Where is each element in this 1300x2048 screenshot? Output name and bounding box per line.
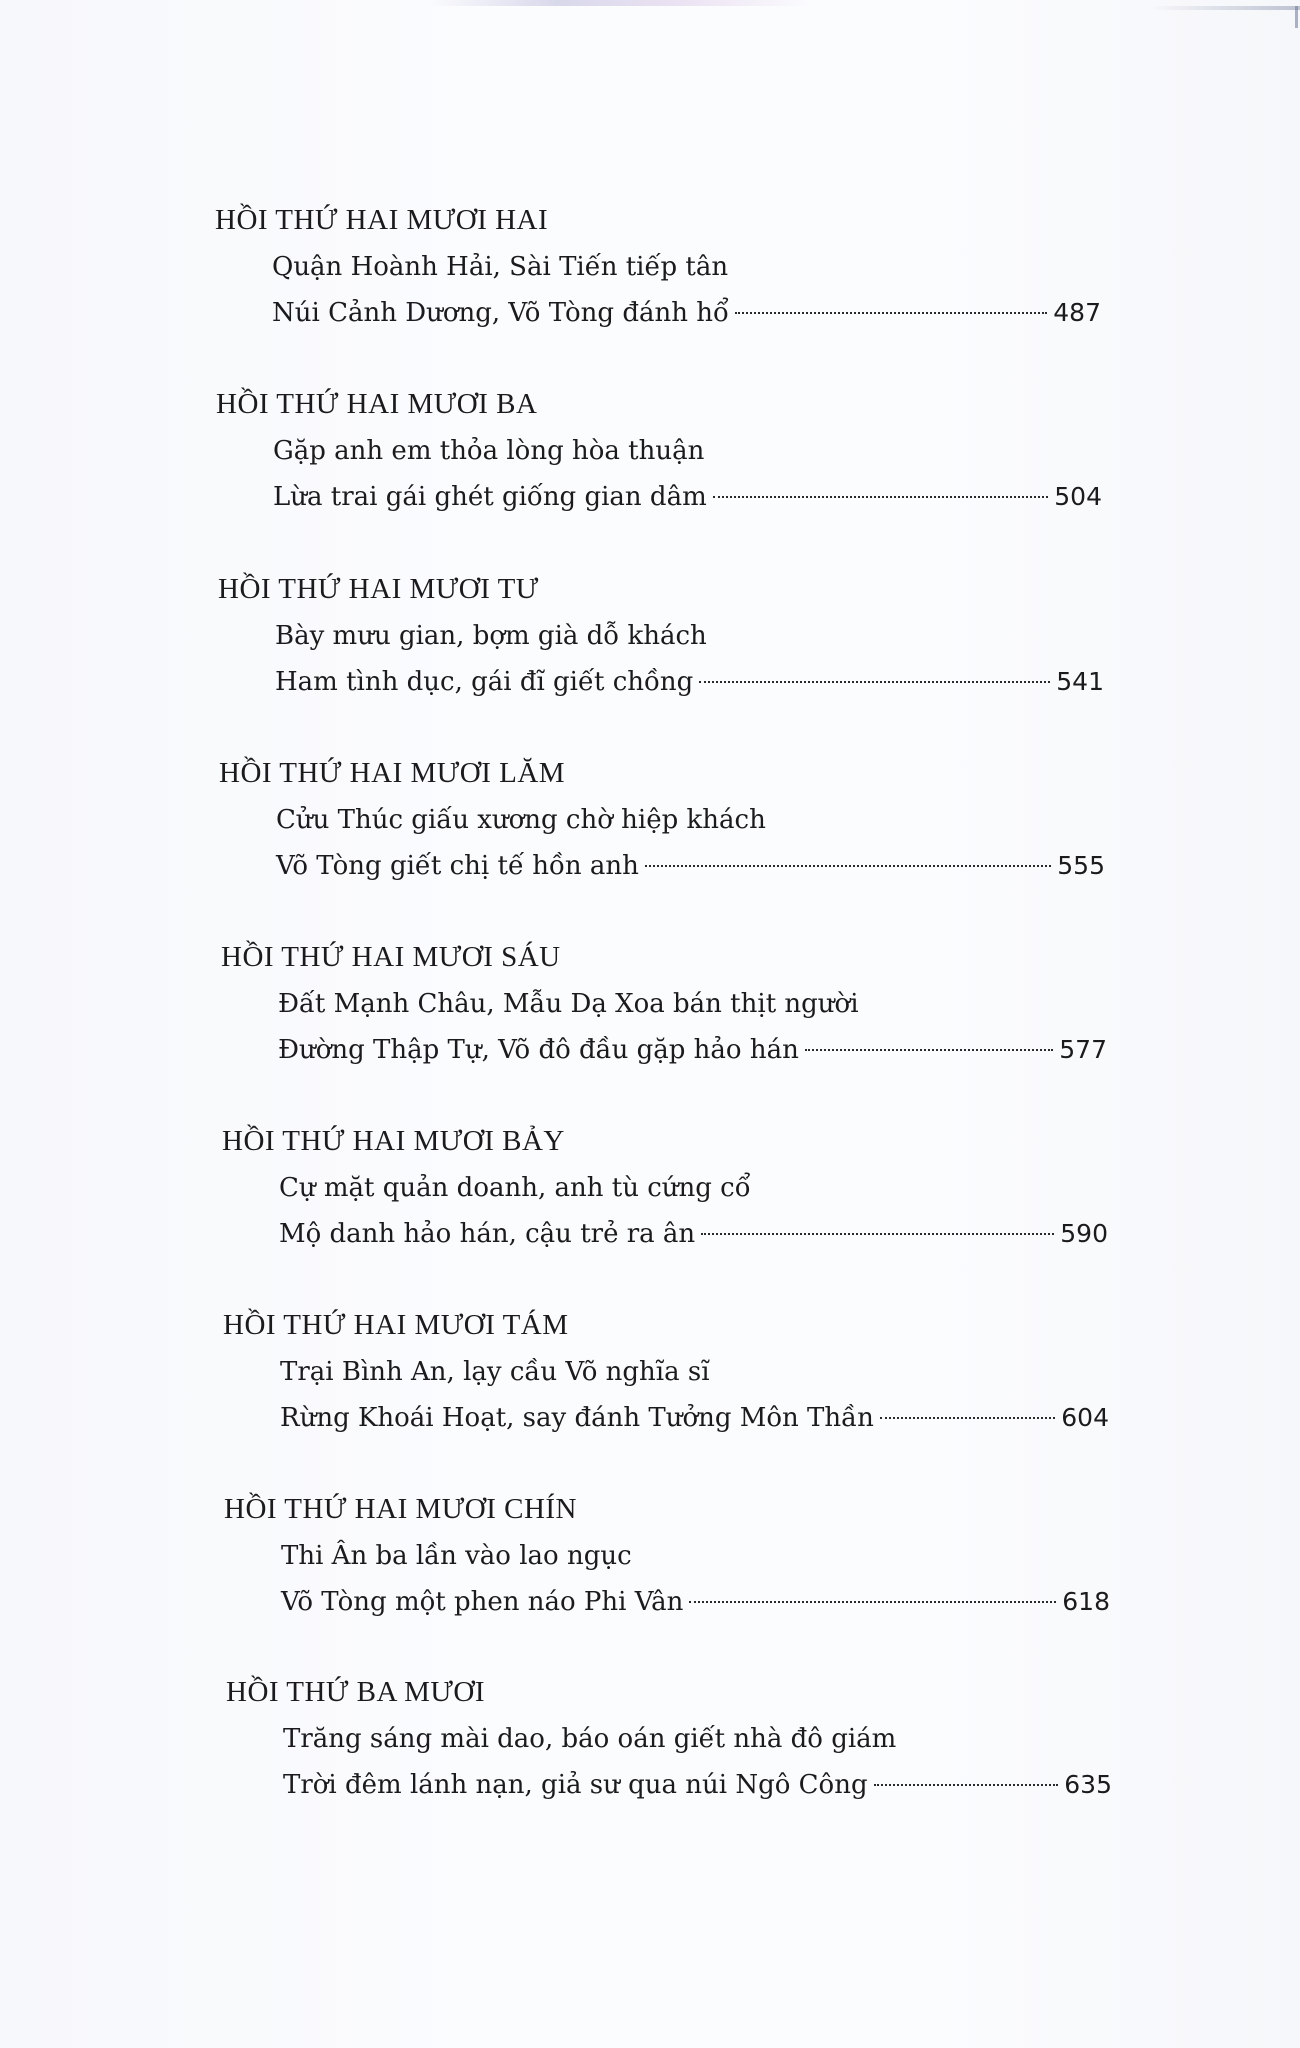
chapter-subtitle-line <box>272 244 1115 290</box>
dot-leader <box>713 496 1049 498</box>
toc-entry-line[interactable] <box>275 659 1118 705</box>
toc-chapter <box>215 200 1115 336</box>
toc-chapter <box>224 1489 1124 1625</box>
page-number: 555 <box>1057 851 1105 880</box>
chapter-subtitle-line <box>280 1349 1123 1395</box>
subtitle-text: Gặp anh em thỏa lòng hòa thuận <box>273 436 705 466</box>
chapter-heading: HỒI THỨ HAI MƯƠI BẢY <box>222 1125 565 1157</box>
dot-leader <box>689 1601 1056 1603</box>
page-number: 604 <box>1061 1403 1109 1432</box>
toc-chapter <box>219 753 1119 889</box>
subtitle-text: Võ Tòng một phen náo Phi Vân <box>281 1587 684 1617</box>
subtitle-text: Quận Hoành Hải, Sài Tiến tiếp tân <box>272 252 729 282</box>
chapter-heading: HỒI THỨ HAI MƯƠI CHÍN <box>224 1493 577 1525</box>
subtitle-text: Lừa trai gái ghét giống gian dâm <box>273 482 707 512</box>
page-number: 541 <box>1056 667 1104 696</box>
chapter-heading: HỒI THỨ HAI MƯƠI HAI <box>215 204 549 236</box>
toc-entry-line[interactable] <box>281 1579 1124 1625</box>
toc-entry-line[interactable] <box>276 843 1119 889</box>
toc-entry-line[interactable] <box>278 1027 1121 1073</box>
toc-chapter <box>216 384 1116 520</box>
toc-entry-line[interactable] <box>272 290 1115 336</box>
page-number: 487 <box>1053 298 1101 327</box>
subtitle-text: Ham tình dục, gái đĩ giết chồng <box>275 667 694 697</box>
toc-entry-line[interactable] <box>279 1211 1122 1257</box>
subtitle-text: Đường Thập Tự, Võ đô đầu gặp hảo hán <box>278 1035 799 1065</box>
chapter-subtitle-line <box>278 981 1121 1027</box>
chapter-heading: HỒI THỨ HAI MƯƠI SÁU <box>221 941 561 973</box>
chapter-heading: HỒI THỨ HAI MƯƠI TƯ <box>218 573 539 605</box>
subtitle-text: Bày mưu gian, bợm già dỗ khách <box>275 621 707 651</box>
dot-leader <box>735 312 1047 314</box>
chapter-heading: HỒI THỨ HAI MƯƠI TÁM <box>223 1309 569 1341</box>
dot-leader <box>880 1417 1055 1419</box>
page-number: 618 <box>1062 1587 1110 1616</box>
subtitle-text: Thi Ân ba lần vào lao ngục <box>281 1541 632 1571</box>
chapter-heading: HỒI THỨ HAI MƯƠI LĂM <box>219 757 566 789</box>
chapter-subtitle-line <box>276 797 1119 843</box>
toc-entry-line[interactable] <box>283 1762 1126 1808</box>
subtitle-text: Mộ danh hảo hán, cậu trẻ ra ân <box>279 1219 696 1249</box>
subtitle-text: Trời đêm lánh nạn, giả sư qua núi Ngô Công <box>283 1770 868 1800</box>
toc-chapter <box>226 1672 1126 1808</box>
dot-leader <box>645 865 1051 867</box>
chapter-heading: HỒI THỨ HAI MƯƠI BA <box>216 388 538 420</box>
chapter-subtitle-line <box>283 1716 1126 1762</box>
subtitle-text: Võ Tòng giết chị tế hồn anh <box>276 851 639 881</box>
subtitle-text: Trăng sáng mài dao, báo oán giết nhà đô giám <box>283 1724 897 1754</box>
subtitle-text: Núi Cảnh Dương, Võ Tòng đánh hổ <box>272 298 729 328</box>
toc-chapter <box>218 569 1118 705</box>
chapter-heading: HỒI THỨ BA MƯƠI <box>226 1676 485 1708</box>
dot-leader <box>874 1784 1059 1786</box>
toc-chapter <box>221 937 1121 1073</box>
chapter-subtitle-line <box>273 428 1116 474</box>
page-number: 577 <box>1059 1035 1107 1064</box>
page-number: 635 <box>1064 1770 1112 1799</box>
page-number: 504 <box>1054 482 1102 511</box>
subtitle-text: Đất Mạnh Châu, Mẫu Dạ Xoa bán thịt người <box>278 989 859 1019</box>
chapter-subtitle-line <box>281 1533 1124 1579</box>
page-number: 590 <box>1060 1219 1108 1248</box>
subtitle-text: Cửu Thúc giấu xương chờ hiệp khách <box>276 805 766 835</box>
dot-leader <box>701 1233 1054 1235</box>
chapter-subtitle-line <box>275 613 1118 659</box>
subtitle-text: Rừng Khoái Hoạt, say đánh Tưởng Môn Thần <box>280 1403 874 1433</box>
subtitle-text: Trại Bình An, lạy cầu Võ nghĩa sĩ <box>280 1357 710 1387</box>
toc-entry-line[interactable] <box>280 1395 1123 1441</box>
toc-entry-line[interactable] <box>273 474 1116 520</box>
toc-chapter <box>222 1121 1122 1257</box>
toc-chapter <box>223 1305 1123 1441</box>
dot-leader <box>699 681 1050 683</box>
dot-leader <box>805 1049 1053 1051</box>
subtitle-text: Cự mặt quản doanh, anh tù cứng cổ <box>279 1173 751 1203</box>
chapter-subtitle-line <box>279 1165 1122 1211</box>
